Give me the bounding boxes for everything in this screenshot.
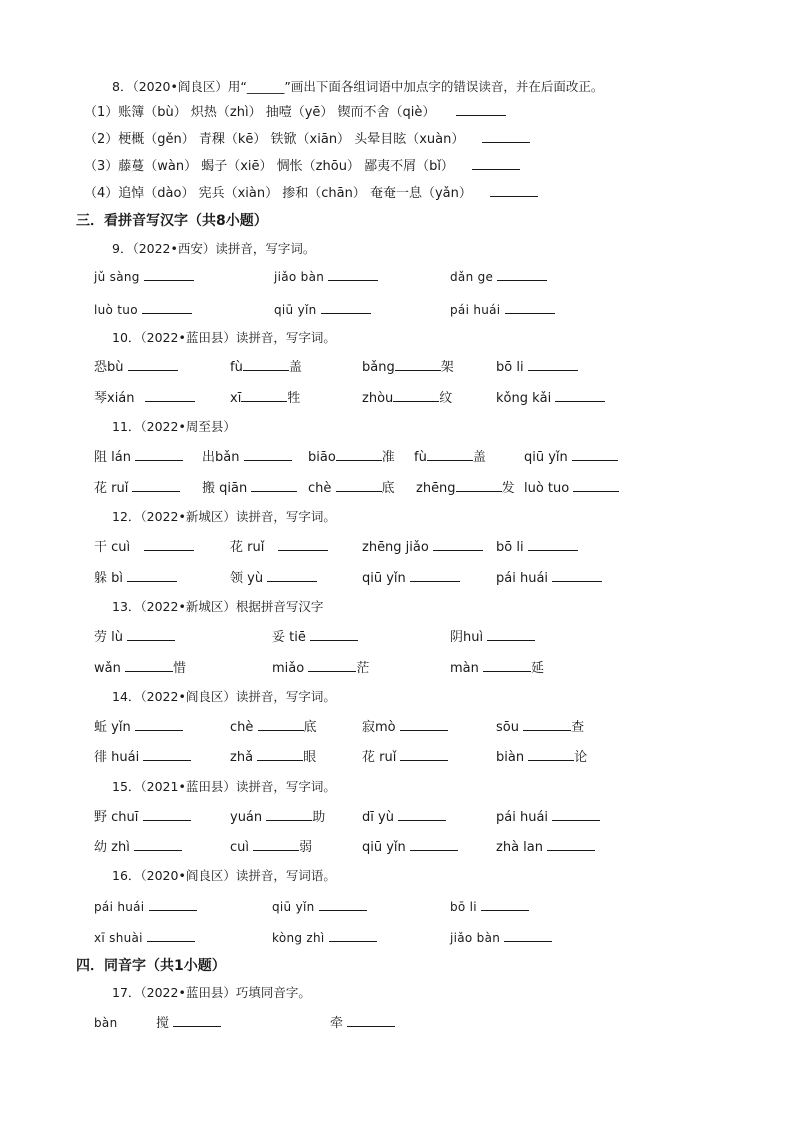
q14-head: 14．（2022•阎良区）读拼音，写字词。 bbox=[112, 689, 336, 704]
q15-item: yuán 助 bbox=[230, 810, 326, 825]
q11-row-1 bbox=[0, 448, 794, 468]
q17-row bbox=[0, 1014, 794, 1034]
q8-head: 8．（2020•阎良区）用“______”画出下面各组词语中加点字的错误读音，并在后面改正。 bbox=[112, 79, 604, 94]
q10-item: bǎng 架 bbox=[362, 360, 454, 375]
q15-head: 15．（2021•蓝田县）读拼音，写字词。 bbox=[112, 779, 336, 794]
q11-item: chè 底 bbox=[308, 481, 395, 496]
q13-item: miǎo 茫 bbox=[272, 661, 370, 676]
q13-item: 阴huì bbox=[450, 628, 535, 647]
q17-pinyin: bàn bbox=[94, 1016, 118, 1030]
q14-row-1 bbox=[0, 718, 794, 738]
q16-row-1 bbox=[0, 898, 794, 918]
q11-row-2 bbox=[0, 479, 794, 499]
section-3-title: 三．看拼音写汉字（共8小题） bbox=[76, 213, 268, 229]
q14-item: 徘 huái bbox=[94, 748, 191, 767]
q10-item: kǒng kǎi bbox=[496, 389, 605, 408]
q15-item: 野 chuī bbox=[94, 808, 191, 827]
q11-item: 阻 lán bbox=[94, 448, 183, 467]
q14-item: sōu 查 bbox=[496, 720, 585, 735]
q11-item: 花 ruǐ bbox=[94, 479, 180, 498]
q9-row-1 bbox=[0, 268, 794, 288]
q14-item: 花 ruǐ bbox=[362, 748, 448, 767]
q9-item: luò tuo bbox=[94, 301, 192, 319]
q11-item: 出bǎn bbox=[202, 448, 292, 467]
section-4-title: 四．同音字（共1小题） bbox=[76, 958, 226, 974]
q13-item: màn 延 bbox=[450, 661, 545, 676]
q16-item: kòng zhì bbox=[272, 929, 377, 947]
q14-item: 蚯 yǐn bbox=[94, 718, 183, 737]
q13-head: 13．（2022•新城区）根据拼音写汉字 bbox=[112, 599, 324, 614]
q12-item: 躲 bì bbox=[94, 569, 177, 588]
q14-item: zhǎ 眼 bbox=[230, 750, 317, 765]
q12-item: zhēng jiǎo bbox=[362, 538, 483, 557]
q11-item: qiū yǐn bbox=[524, 448, 618, 467]
q12-item: qiū yǐn bbox=[362, 569, 460, 588]
q11-item: fù 盖 bbox=[414, 450, 486, 465]
q9-item: dǎn ge bbox=[450, 268, 547, 286]
q13-row-1 bbox=[0, 628, 794, 648]
q14-item: 寂mò bbox=[362, 718, 448, 737]
q14-item: biàn 论 bbox=[496, 750, 588, 765]
q12-item: pái huái bbox=[496, 569, 602, 588]
q8-item-4: （4）追悼（dào） 宪兵（xiàn） 掺和（chān） 奄奄一息（yǎn） bbox=[84, 184, 538, 203]
q10-head: 10．（2022•蓝田县）读拼音，写字词。 bbox=[112, 330, 336, 345]
q16-item: xī shuài bbox=[94, 929, 195, 947]
q9-item: pái huái bbox=[450, 301, 555, 319]
q9-row-2 bbox=[0, 301, 794, 321]
q12-item: 花 ruǐ bbox=[230, 538, 328, 557]
q17-item: 牵 bbox=[330, 1014, 395, 1033]
q12-head: 12．（2022•新城区）读拼音，写字词。 bbox=[112, 509, 336, 524]
q10-item: zhòu 纹 bbox=[362, 391, 453, 406]
q16-item: qiū yǐn bbox=[272, 898, 367, 916]
q15-row-2 bbox=[0, 838, 794, 858]
q8-item-1: （1）账簿（bù） 炽热（zhì） 抽噎（yē） 锲而不舍（qiè） bbox=[84, 103, 506, 122]
q17-head: 17．（2022•蓝田县）巧填同音字。 bbox=[112, 985, 311, 1000]
q15-item: cuì 弱 bbox=[230, 840, 313, 855]
q15-item: 幼 zhì bbox=[94, 838, 182, 857]
q11-item: zhēng 发 bbox=[416, 481, 515, 496]
q8-item-3: （3）藤蔓（wàn） 蝎子（xiē） 惆怅（zhōu） 鄙夷不屑（bǐ） bbox=[84, 157, 520, 176]
q9-item: qiū yǐn bbox=[274, 301, 371, 319]
q10-item: xī 牲 bbox=[230, 391, 301, 406]
q10-item: 恐bù bbox=[94, 358, 178, 377]
q12-row-1 bbox=[0, 538, 794, 558]
q13-item: wǎn 惜 bbox=[94, 661, 186, 676]
q9-item: jǔ sàng bbox=[94, 268, 194, 286]
q10-row-2 bbox=[0, 389, 794, 409]
q16-row-2 bbox=[0, 929, 794, 949]
q11-item: luò tuo bbox=[524, 479, 619, 498]
q16-item: jiǎo bàn bbox=[450, 929, 552, 947]
q10-item: 琴xián bbox=[94, 389, 195, 408]
q15-item: zhà lan bbox=[496, 838, 595, 857]
q9-head: 9．（2022•西安）读拼音，写字词。 bbox=[112, 241, 316, 256]
q17-item: 搅 bbox=[156, 1014, 221, 1033]
q14-row-2 bbox=[0, 748, 794, 768]
q12-item: bō li bbox=[496, 538, 578, 557]
q10-row-1 bbox=[0, 358, 794, 378]
q16-item: bō li bbox=[450, 898, 529, 916]
q12-row-2 bbox=[0, 569, 794, 589]
q14-item: chè 底 bbox=[230, 720, 317, 735]
q16-item: pái huái bbox=[94, 898, 197, 916]
q15-item: qiū yǐn bbox=[362, 838, 458, 857]
q12-item: 干 cuì bbox=[94, 538, 194, 557]
q10-item: bō li bbox=[496, 358, 578, 377]
q13-item: 劳 lù bbox=[94, 628, 175, 647]
q12-item: 领 yù bbox=[230, 569, 317, 588]
q13-item: 妥 tiē bbox=[272, 628, 358, 647]
q11-item: biāo 准 bbox=[308, 450, 395, 465]
q16-head: 16．（2020•阎良区）读拼音，写词语。 bbox=[112, 868, 336, 883]
q10-item: fù 盖 bbox=[230, 360, 302, 375]
q11-head: 11．（2022•周至县） bbox=[112, 419, 236, 434]
q9-item: jiǎo bàn bbox=[274, 268, 378, 286]
q8-item-2: （2）梗概（gěn） 青稞（kē） 铁锨（xiān） 头晕目眩（xuàn） bbox=[84, 130, 530, 149]
q13-row-2 bbox=[0, 659, 794, 679]
q15-row-1 bbox=[0, 808, 794, 828]
q15-item: pái huái bbox=[496, 808, 600, 827]
q11-item: 搬 qiān bbox=[202, 479, 297, 498]
q15-item: dī yù bbox=[362, 808, 446, 827]
